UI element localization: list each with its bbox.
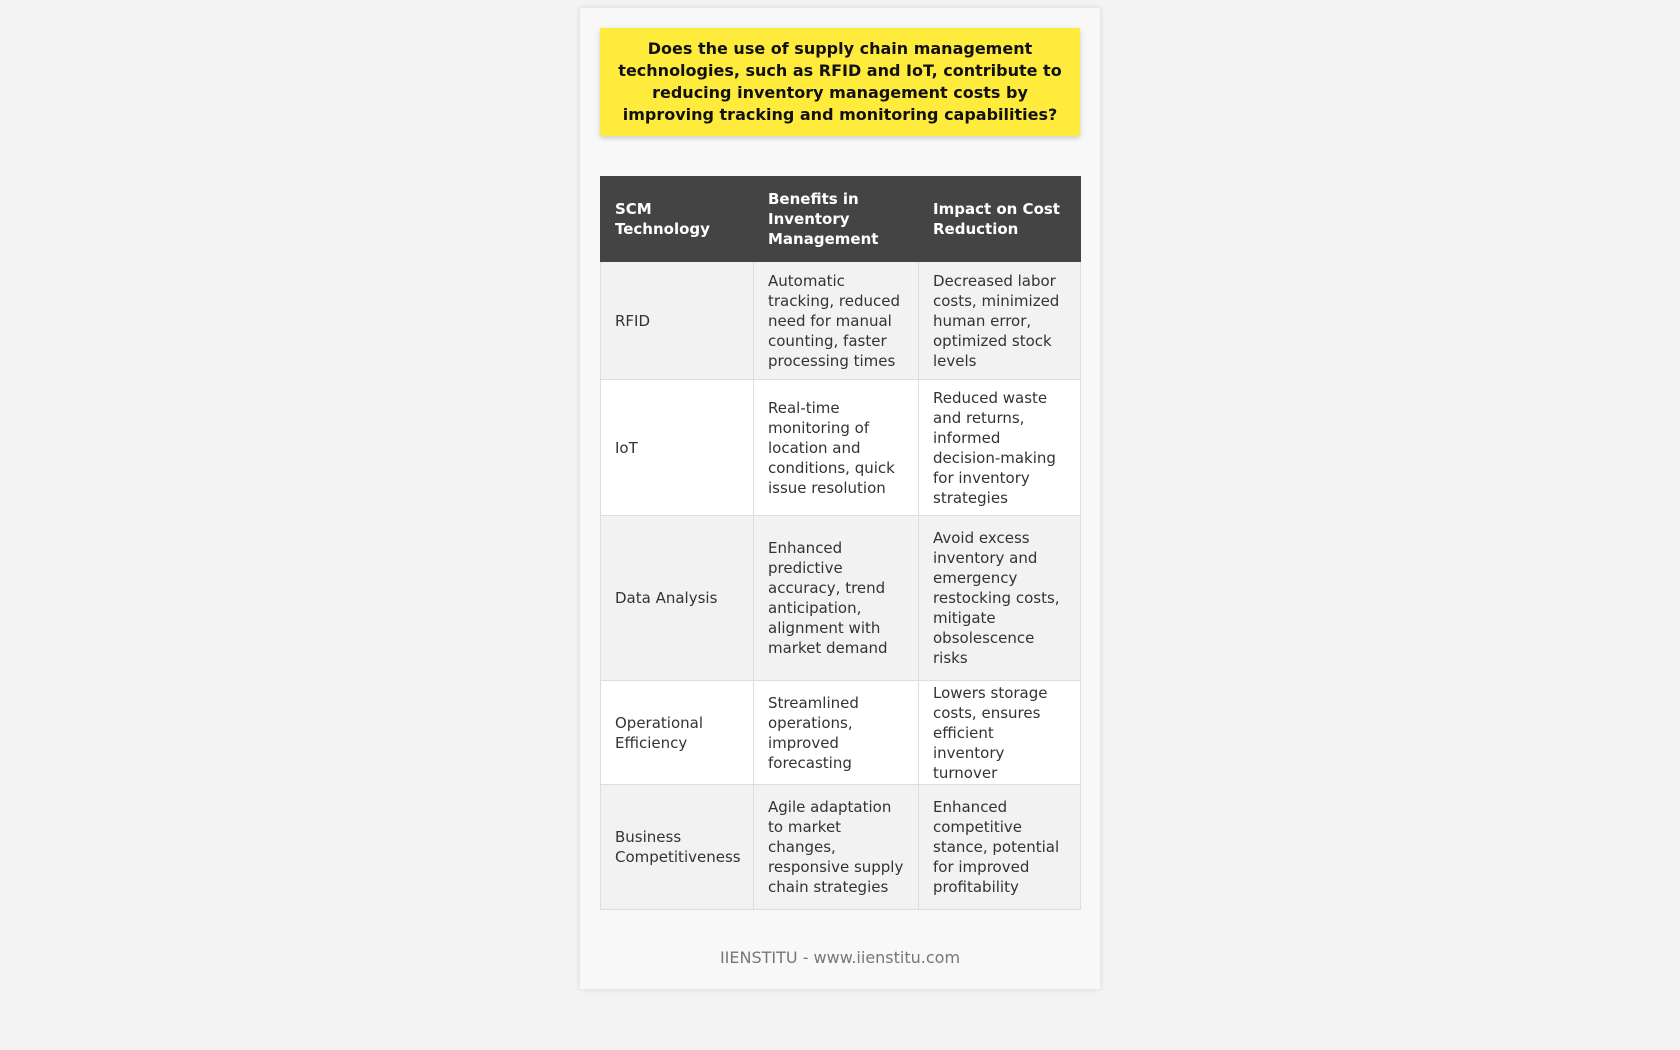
cell-technology: Business Competitiveness bbox=[601, 785, 754, 910]
cell-technology: RFID bbox=[601, 262, 754, 380]
question-box bbox=[600, 28, 1080, 136]
table-row bbox=[601, 785, 1081, 910]
cell-impact: Decreased labor costs, minimized human error, optimized stock levels bbox=[919, 262, 1081, 380]
content-card bbox=[580, 8, 1100, 989]
cell-impact: Lowers storage costs, ensures efficient inventory turnover bbox=[919, 681, 1081, 785]
footer-credit: IIENSTITU - www.iienstitu.com bbox=[719, 948, 961, 967]
cell-benefits: Streamlined operations, improved forecasting bbox=[754, 681, 919, 785]
cell-benefits: Enhanced predictive accuracy, trend anticipation, alignment with market demand bbox=[754, 516, 919, 681]
header-scm-technology: SCM Technology bbox=[601, 177, 754, 262]
table-row bbox=[601, 262, 1081, 380]
cell-impact: Reduced waste and returns, informed decision-making for inventory strategies bbox=[919, 380, 1081, 516]
cell-technology: IoT bbox=[601, 380, 754, 516]
cell-impact: Enhanced competitive stance, potential for improved profitability bbox=[919, 785, 1081, 910]
cell-benefits: Agile adaptation to market changes, responsive supply chain strategies bbox=[754, 785, 919, 910]
cell-benefits: Real-time monitoring of location and conditions, quick issue resolution bbox=[754, 380, 919, 516]
cell-benefits: Automatic tracking, reduced need for manual counting, faster processing times bbox=[754, 262, 919, 380]
table-row bbox=[601, 516, 1081, 681]
cell-technology: Operational Efficiency bbox=[601, 681, 754, 785]
scm-table bbox=[600, 176, 1081, 910]
header-impact: Impact on Cost Reduction bbox=[919, 177, 1081, 262]
table-header-row bbox=[601, 177, 1081, 262]
table-row bbox=[601, 380, 1081, 516]
cell-impact: Avoid excess inventory and emergency restocking costs, mitigate obsolescence risks bbox=[919, 516, 1081, 681]
question-text: Does the use of supply chain management technologies, such as RFID and IoT, contribute to reducing inventory management costs by improving tracking and monitoring capabilities? bbox=[618, 39, 1062, 124]
cell-technology: Data Analysis bbox=[601, 516, 754, 681]
header-benefits: Benefits in Inventory Management bbox=[754, 177, 919, 262]
table-row bbox=[601, 681, 1081, 785]
